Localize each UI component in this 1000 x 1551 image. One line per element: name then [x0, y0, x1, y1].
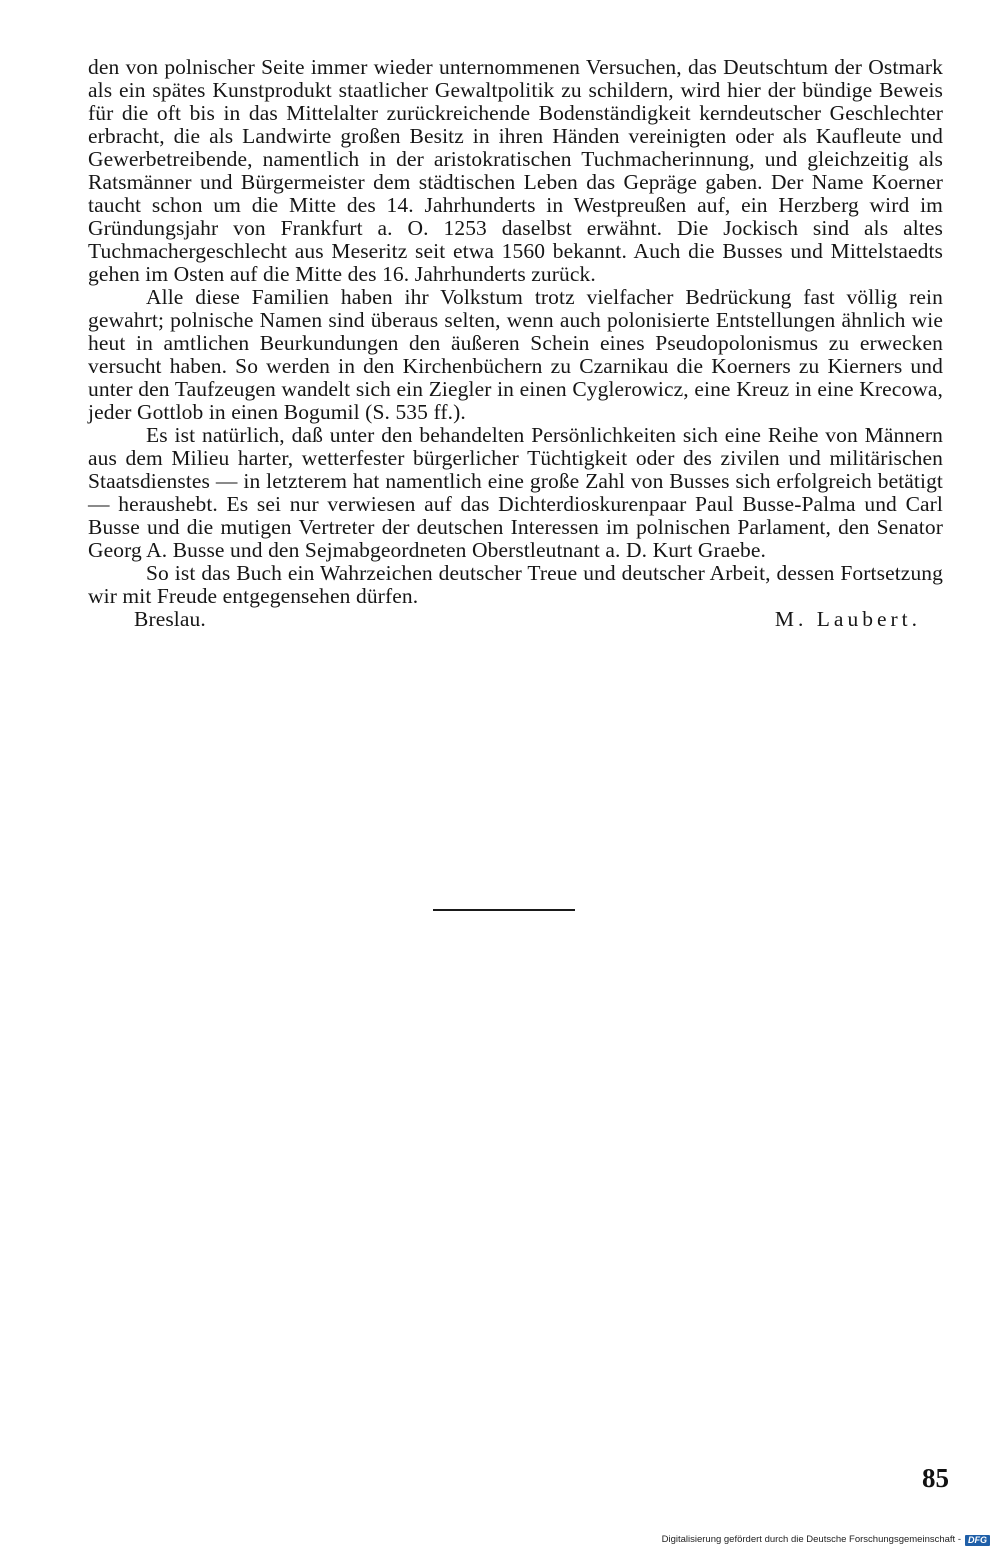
- signature-author: M. Laubert.: [774, 607, 921, 631]
- paragraph-4: So ist das Buch ein Wahrzeichen deutscher Treue und deutscher Arbeit, dessen Fortsetzung wir mit Freude entgegensehen dürfen.: [88, 561, 943, 608]
- page-number: 85: [922, 1463, 949, 1493]
- review-text: [88, 56, 943, 631]
- paragraph-1: den von polnischer Seite immer wieder unternommenen Versuchen, das Deutschtum der Ostmark als ein spätes Kunstprodukt staatlicher Gewaltpolitik zu schildern, wird hier der bündige Beweis für die oft bis in das Mittelalter zurückreichende Bodenständigkeit kerndeutscher Geschlechter erbracht, die als Landwirte großen Besitz in ihren Händen vereinigten oder als Kaufleute und Gewerbetreibende, namentlich in der aristokratischen Tuchmacherinnung, und gleichzeitig als Ratsmänner und Bürgermeister dem städtischen Leben das Gepräge gaben. Der Name Koerner taucht schon um die Mitte des 14. Jahrhunderts in Westpreußen auf, ein Herzberg wird im Gründungsjahr von Frankfurt a. O. 1253 daselbst erwähnt. Die Jockisch sind als altes Tuchmachergeschlecht aus Meseritz seit etwa 1560 bekannt. Auch die Busses und Mittelstaedts gehen im Osten auf die Mitte des 16. Jahrhunderts zurück.: [88, 55, 943, 286]
- paragraph-3: Es ist natürlich, daß unter den behandelten Persönlichkeiten sich eine Reihe von Männern aus dem Milieu harter, wetterfester bürgerlicher Tüchtigkeit oder des zivilen und militärischen Staatsdienstes — in letzterem hat namentlich eine große Zahl von Busses sich erfolgreich betätigt — heraushebt. Es sei nur verwiesen auf das Dichterdioskurenpaar Paul Busse-Palma und Carl Busse und die mutigen Vertreter der deutschen Interessen im polnischen Parlament, den Senator Georg A. Busse und den Sejmabgeordneten Oberstleutnant a. D. Kurt Graebe.: [88, 423, 943, 562]
- paragraph-2: Alle diese Familien haben ihr Volkstum trotz vielfacher Bedrückung fast völlig rein gewahrt; polnische Namen sind überaus selten, wenn auch polonisierte Entstellungen ähnlich wie heut in amtlichen Beurkundungen den äußeren Schein eines Pseudopolonismus zu erwecken versucht haben. So werden in den Kirchenbüchern zu Czarnikau die Koerners zu Kierners und unter den Taufzeugen wandelt sich ein Ziegler in einen Cyglerowicz, eine Kreuz in eine Krecowa, jeder Gottlob in einen Bogumil (S. 535 ff.).: [88, 285, 943, 424]
- digitization-footer: [662, 1534, 990, 1546]
- dfg-logo-icon: DFG: [965, 1535, 990, 1546]
- signature-place: Breslau.: [134, 607, 206, 631]
- funding-note: Digitalisierung gefördert durch die Deutsche Forschungsgemeinschaft -: [661, 1534, 961, 1545]
- section-divider: [433, 909, 575, 911]
- signature-line: [88, 608, 943, 631]
